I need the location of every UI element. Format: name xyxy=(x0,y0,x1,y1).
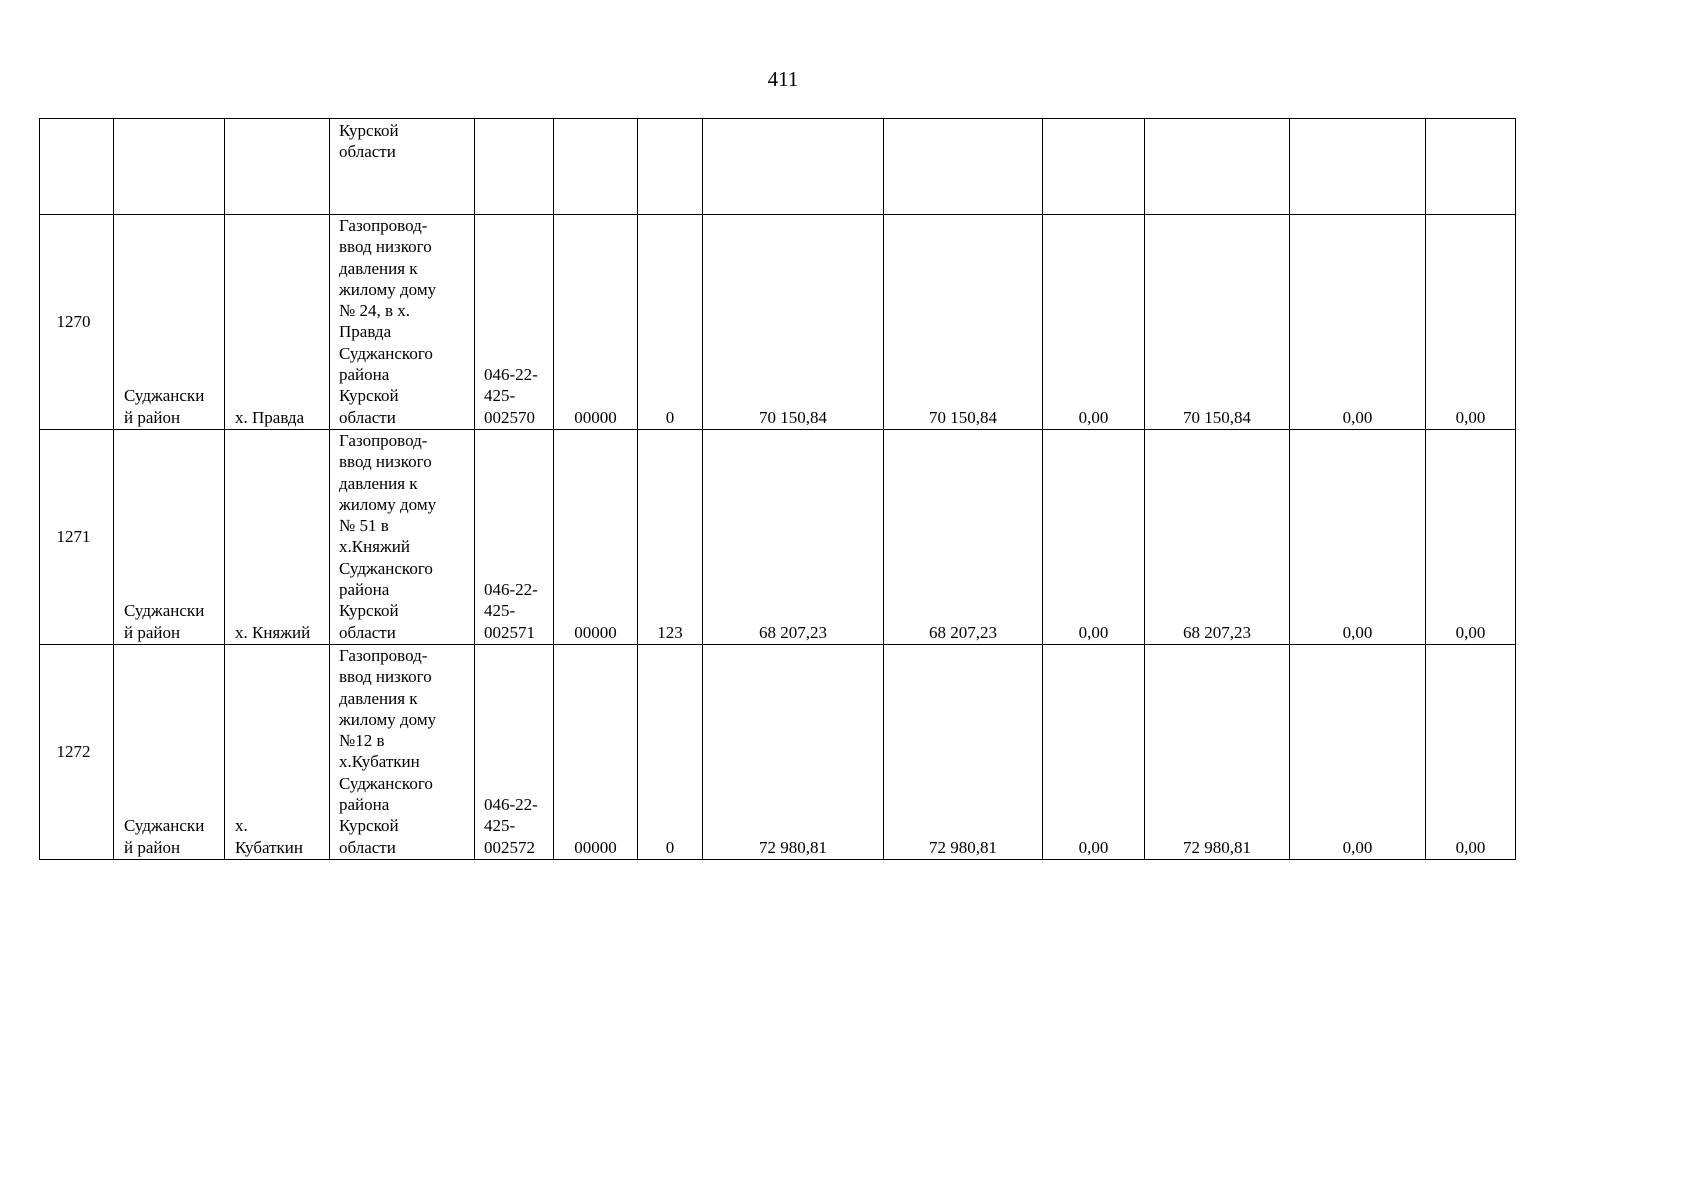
district-cell xyxy=(114,119,225,215)
description-cell xyxy=(330,215,475,430)
amount-2-cell: 70 150,84 xyxy=(884,215,1043,430)
description-cell xyxy=(330,119,475,215)
amount-3-cell xyxy=(1043,119,1145,215)
description-text: Газопровод- ввод низкого давления к жилому дому № 24, в х. Правда Суджанского района Курской области xyxy=(339,216,437,427)
amount-4-cell: 68 207,23 xyxy=(1145,430,1290,645)
number-cell xyxy=(40,119,114,215)
amount-1-cell: 70 150,84 xyxy=(703,215,884,430)
amount-6-cell: 0,00 xyxy=(1426,430,1516,645)
amount-6-cell: 0,00 xyxy=(1426,215,1516,430)
description-cell xyxy=(330,645,475,860)
row-number: 1271 xyxy=(40,430,114,645)
description-text: Газопровод- ввод низкого давления к жилому дому № 51 в х.Княжий Суджанского района Курской области xyxy=(339,431,437,642)
locality-text: х. Княжий xyxy=(235,622,311,642)
amount-4-cell: 72 980,81 xyxy=(1145,645,1290,860)
amount-3-cell: 0,00 xyxy=(1043,430,1145,645)
locality-cell xyxy=(225,119,330,215)
amount-3-cell: 0,00 xyxy=(1043,645,1145,860)
locality-cell xyxy=(225,645,330,860)
amount-6-cell xyxy=(1426,119,1516,215)
reg-number-cell xyxy=(475,119,554,215)
district-text: Суджански й район xyxy=(124,386,205,427)
table-row xyxy=(40,215,1516,430)
code-cell: 00000 xyxy=(554,215,638,430)
value-cell: 123 xyxy=(638,430,703,645)
locality-text: х. Кубаткин xyxy=(235,816,303,857)
row-number: 1270 xyxy=(40,215,114,430)
value-cell: 0 xyxy=(638,645,703,860)
table-row xyxy=(40,645,1516,860)
value-cell: 0 xyxy=(638,215,703,430)
amount-5-cell: 0,00 xyxy=(1290,430,1426,645)
description-text: Курской области xyxy=(339,121,399,162)
reg-number-cell xyxy=(475,215,554,430)
amount-5-cell xyxy=(1290,119,1426,215)
description-cell xyxy=(330,430,475,645)
amount-2-cell xyxy=(884,119,1043,215)
code-cell: 00000 xyxy=(554,430,638,645)
table-row-continuation xyxy=(40,119,1516,215)
amount-2-cell: 72 980,81 xyxy=(884,645,1043,860)
amount-5-cell: 0,00 xyxy=(1290,645,1426,860)
district-cell xyxy=(114,215,225,430)
amount-4-cell xyxy=(1145,119,1290,215)
page-number: 411 xyxy=(767,67,799,91)
code-cell xyxy=(554,119,638,215)
amount-1-cell: 68 207,23 xyxy=(703,430,884,645)
amount-4-cell: 70 150,84 xyxy=(1145,215,1290,430)
locality-cell xyxy=(225,430,330,645)
district-text: Суджански й район xyxy=(124,601,205,642)
table-row xyxy=(40,430,1516,645)
code-cell: 00000 xyxy=(554,645,638,860)
locality-text: х. Правда xyxy=(235,407,305,427)
value-cell xyxy=(638,119,703,215)
reg-number-cell xyxy=(475,430,554,645)
reg-number-text: 046-22- 425- 002572 xyxy=(484,795,538,857)
registry-table xyxy=(39,118,1516,860)
amount-5-cell: 0,00 xyxy=(1290,215,1426,430)
amount-3-cell: 0,00 xyxy=(1043,215,1145,430)
locality-cell xyxy=(225,215,330,430)
description-text: Газопровод- ввод низкого давления к жилому дому №12 в х.Кубаткин Суджанского района Курской области xyxy=(339,646,437,857)
reg-number-text: 046-22- 425- 002570 xyxy=(484,365,538,427)
amount-6-cell: 0,00 xyxy=(1426,645,1516,860)
reg-number-cell xyxy=(475,645,554,860)
amount-2-cell: 68 207,23 xyxy=(884,430,1043,645)
row-number: 1272 xyxy=(40,645,114,860)
reg-number-text: 046-22- 425- 002571 xyxy=(484,580,538,642)
amount-1-cell xyxy=(703,119,884,215)
amount-1-cell: 72 980,81 xyxy=(703,645,884,860)
district-text: Суджански й район xyxy=(124,816,205,857)
district-cell xyxy=(114,430,225,645)
district-cell xyxy=(114,645,225,860)
